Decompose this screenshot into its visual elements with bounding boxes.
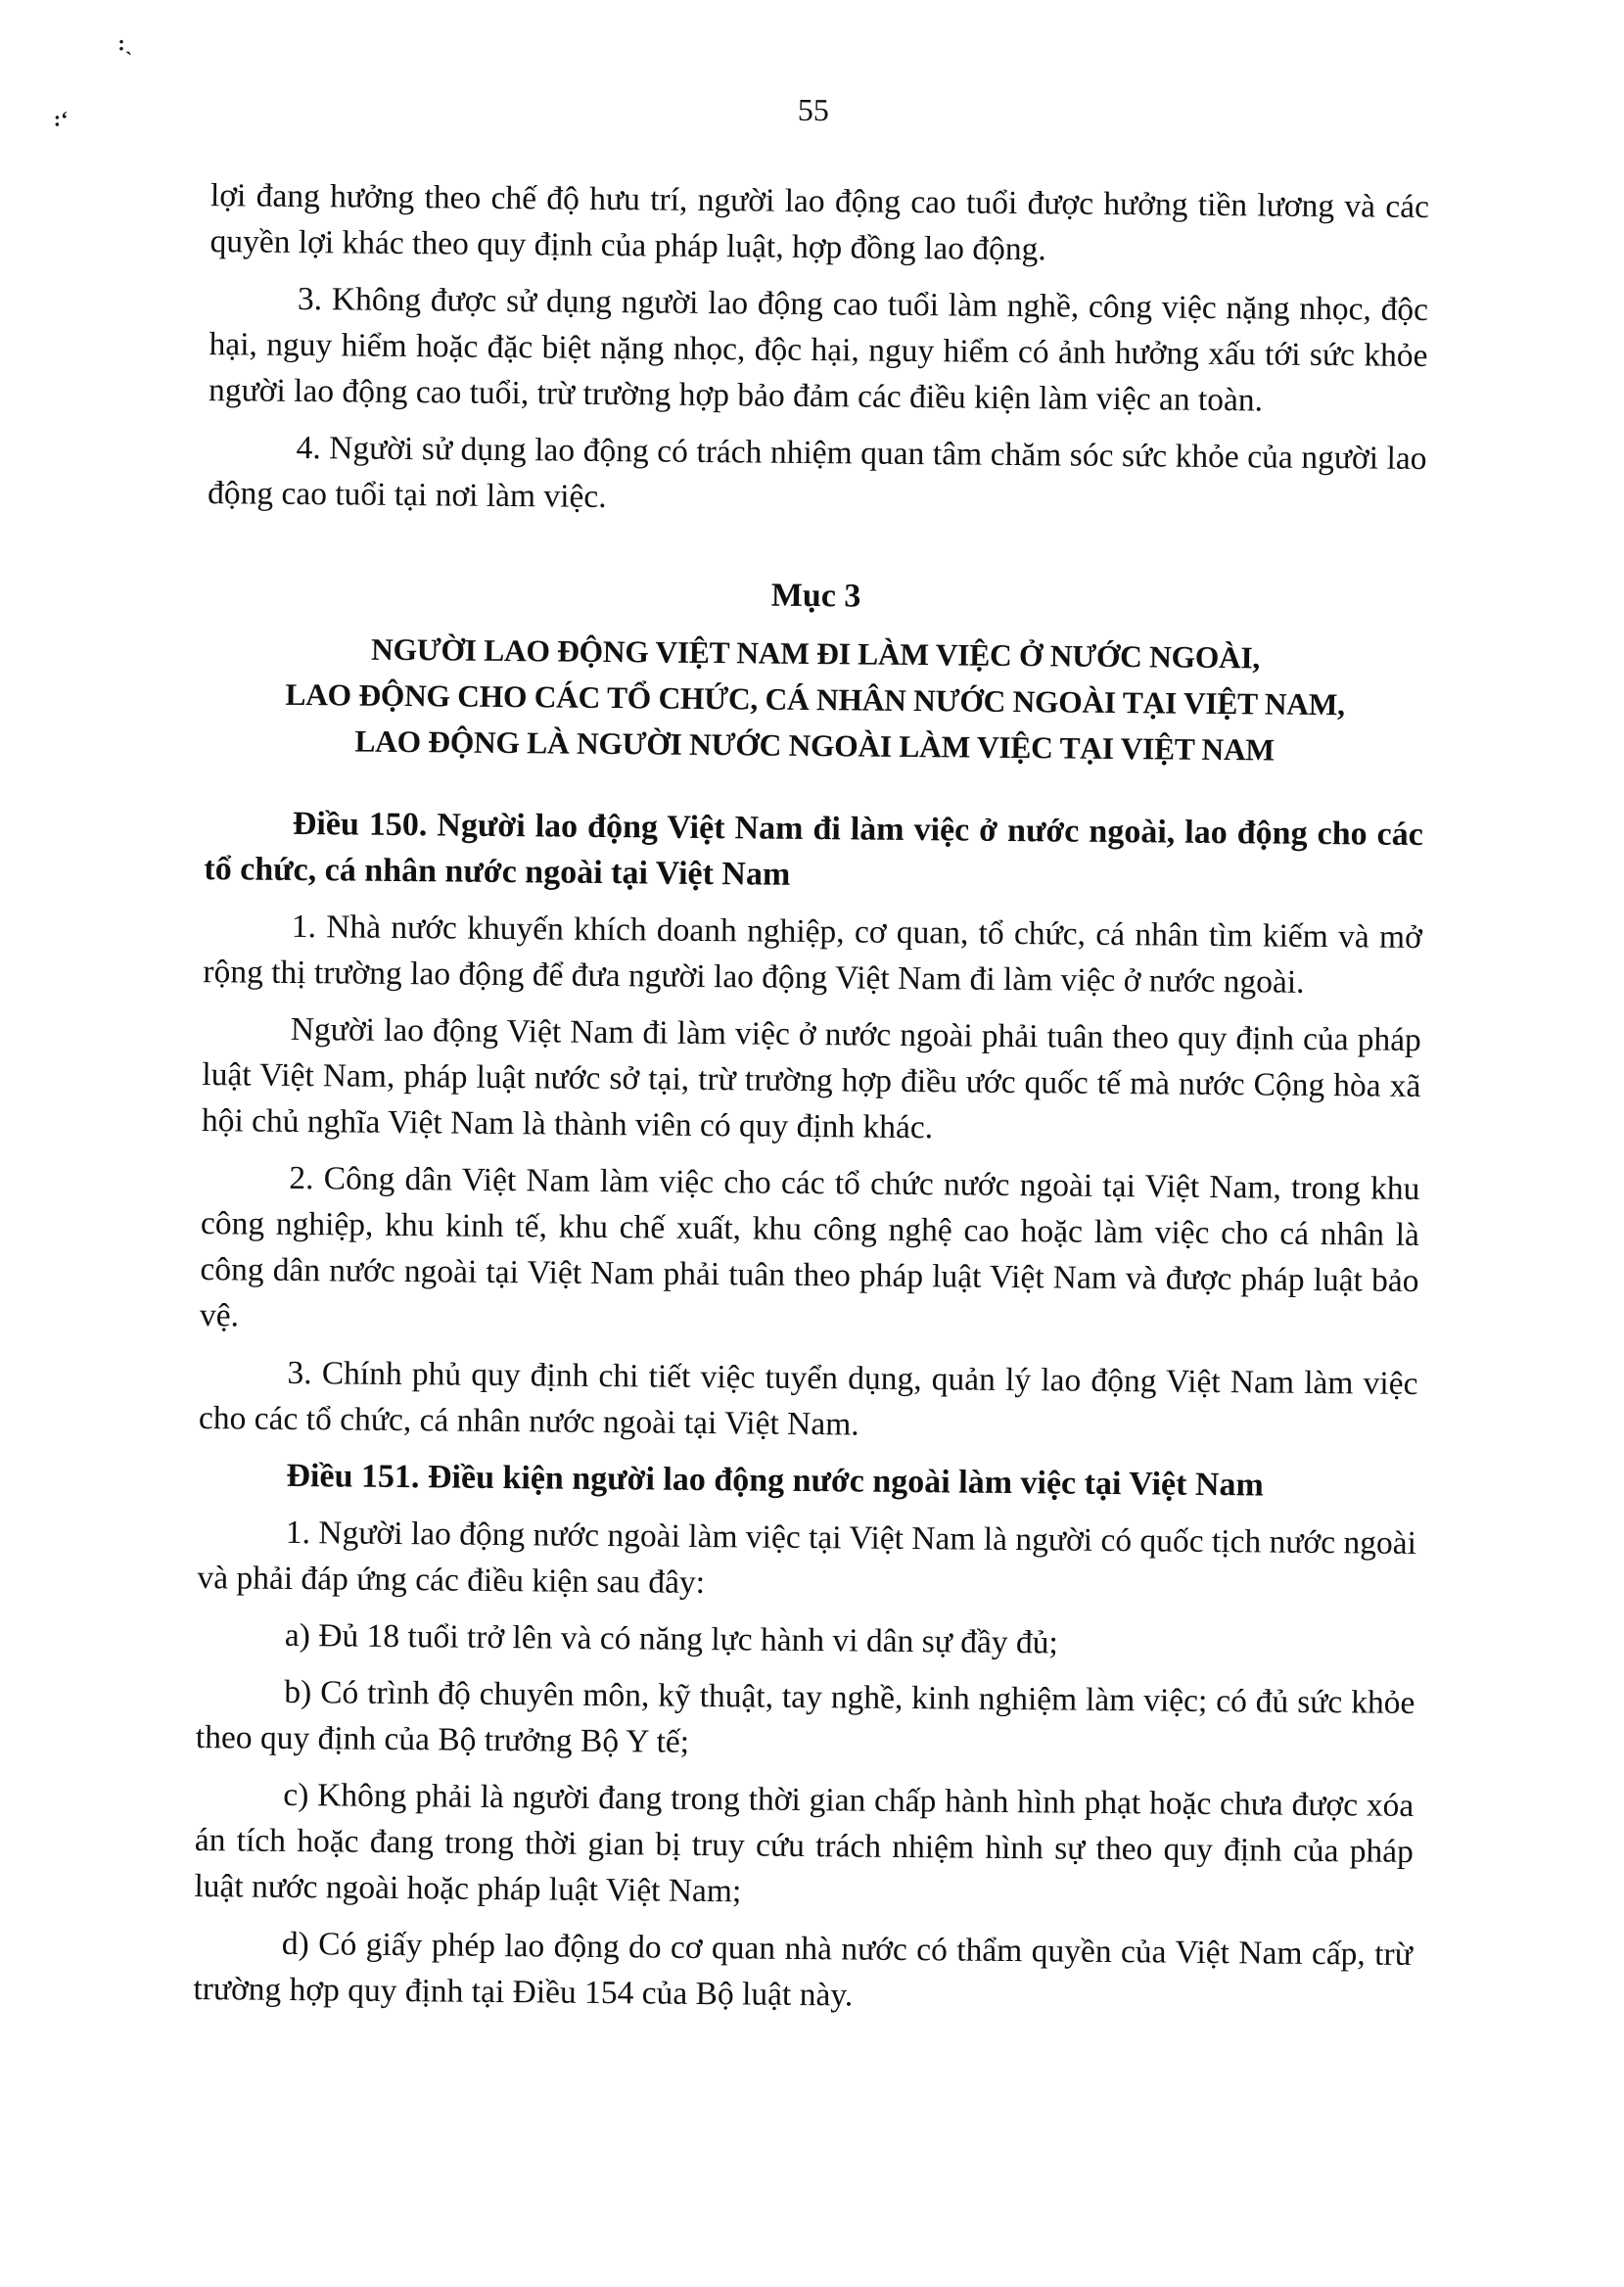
document-body bbox=[193, 172, 1429, 2034]
article-151-heading: Điều 151. Điều kiện người lao động nước ngoài làm việc tại Việt Nam bbox=[286, 1457, 1264, 1504]
article-151-condition-c: c) Không phải là người đang trong thời gian chấp hành hình phạt hoặc chưa được xóa án tích hoặc đang trong thời gian bị truy cứu trách nhiệm hình sự theo quy định của pháp luật nước ngoài hoặc pháp luật Việt Nam; bbox=[194, 1776, 1415, 1910]
section-title-line: NGƯỜI LAO ĐỘNG VIỆT NAM ĐI LÀM VIỆC Ở NƯỚC NGOÀI, bbox=[370, 631, 1261, 676]
section-title-line: LAO ĐỘNG LÀ NGƯỜI NƯỚC NGOÀI LÀM VIỆC TẠI VIỆT NAM bbox=[354, 723, 1276, 768]
paragraph-continuation: lợi đang hưởng theo chế độ hưu trí, người lao động cao tuổi được hưởng tiền lương và các quyền lợi khác theo quy định của pháp luật, hợp đồng lao động. bbox=[209, 177, 1430, 268]
page-number: 55 bbox=[797, 91, 830, 128]
article-150-paragraph: 2. Công dân Việt Nam làm việc cho các tổ chức nước ngoài tại Việt Nam, trong khu công nghiệp, khu kinh tế, khu chế xuất, khu công nghệ cao hoặc làm việc cho cá nhân là công dân nước ngoài tại Việt Nam phải tuân theo pháp luật Việt Nam và được pháp luật bảo vệ. bbox=[199, 1159, 1420, 1334]
article-151-paragraph: 1. Người lao động nước ngoài làm việc tại Việt Nam là người có quốc tịch nước ngoài và phải đáp ứng các điều kiện sau đây: bbox=[197, 1514, 1417, 1602]
scan-artifact-mark: :ʻ bbox=[53, 106, 69, 131]
paragraph-item-3: 3. Không được sử dụng người lao động cao tuổi làm nghề, công việc nặng nhọc, độc hại, nguy hiểm hoặc đặc biệt nặng nhọc, độc hại, nguy hiểm có ảnh hưởng xấu tới sức khỏe người lao động cao tuổi, trừ trường hợp bảo đảm các điều kiện làm việc an toàn. bbox=[208, 280, 1429, 419]
section-title bbox=[205, 625, 1424, 774]
article-151-condition-b: b) Có trình độ chuyên môn, kỹ thuật, tay nghề, kinh nghiệm làm việc; có đủ sức khỏe theo quy định của Bộ trưởng Bộ Y tế; bbox=[195, 1673, 1415, 1760]
paragraph-item-4: 4. Người sử dụng lao động có trách nhiệm quan tâm chăm sóc sức khỏe của người lao động cao tuổi tại nơi làm việc. bbox=[207, 429, 1427, 515]
article-151-condition-a: a) Đủ 18 tuổi trở lên và có năng lực hành vi dân sự đầy đủ; bbox=[284, 1616, 1058, 1661]
article-150-paragraph: 1. Nhà nước khuyến khích doanh nghiệp, cơ quan, tổ chức, cá nhân tìm kiếm và mở rộng thị trường lao động để đưa người lao động Việt Nam đi làm việc ở nước ngoài. bbox=[203, 908, 1422, 1001]
article-150-paragraph: Người lao động Việt Nam đi làm việc ở nước ngoài phải tuân theo quy định của pháp luật Việt Nam, pháp luật nước sở tại, trừ trường hợp điều ước quốc tế mà nước Cộng hòa xã hội chủ nghĩa Việt Nam là thành viên có quy định khác. bbox=[201, 1010, 1421, 1146]
article-151-condition-d: d) Có giấy phép lao động do cơ quan nhà nước có thẩm quyền của Việt Nam cấp, trừ trường hợp quy định tại Điều 154 của Bộ luật này. bbox=[193, 1925, 1414, 2014]
article-150-paragraph: 3. Chính phủ quy định chi tiết việc tuyển dụng, quản lý lao động Việt Nam làm việc cho các tổ chức, cá nhân nước ngoài tại Việt Nam. bbox=[198, 1354, 1418, 1443]
scan-artifact-mark: :ˎ bbox=[117, 30, 133, 56]
article-150-heading: Điều 150. Người lao động Việt Nam đi làm việc ở nước ngoài, lao động cho các tổ chức, cá nhân nước ngoài tại Việt Nam bbox=[204, 805, 1423, 893]
section-label: Mục 3 bbox=[770, 577, 861, 615]
section-title-line: LAO ĐỘNG CHO CÁC TỔ CHỨC, CÁ NHÂN NƯỚC NGOÀI TẠI VIỆT NAM, bbox=[285, 677, 1345, 723]
